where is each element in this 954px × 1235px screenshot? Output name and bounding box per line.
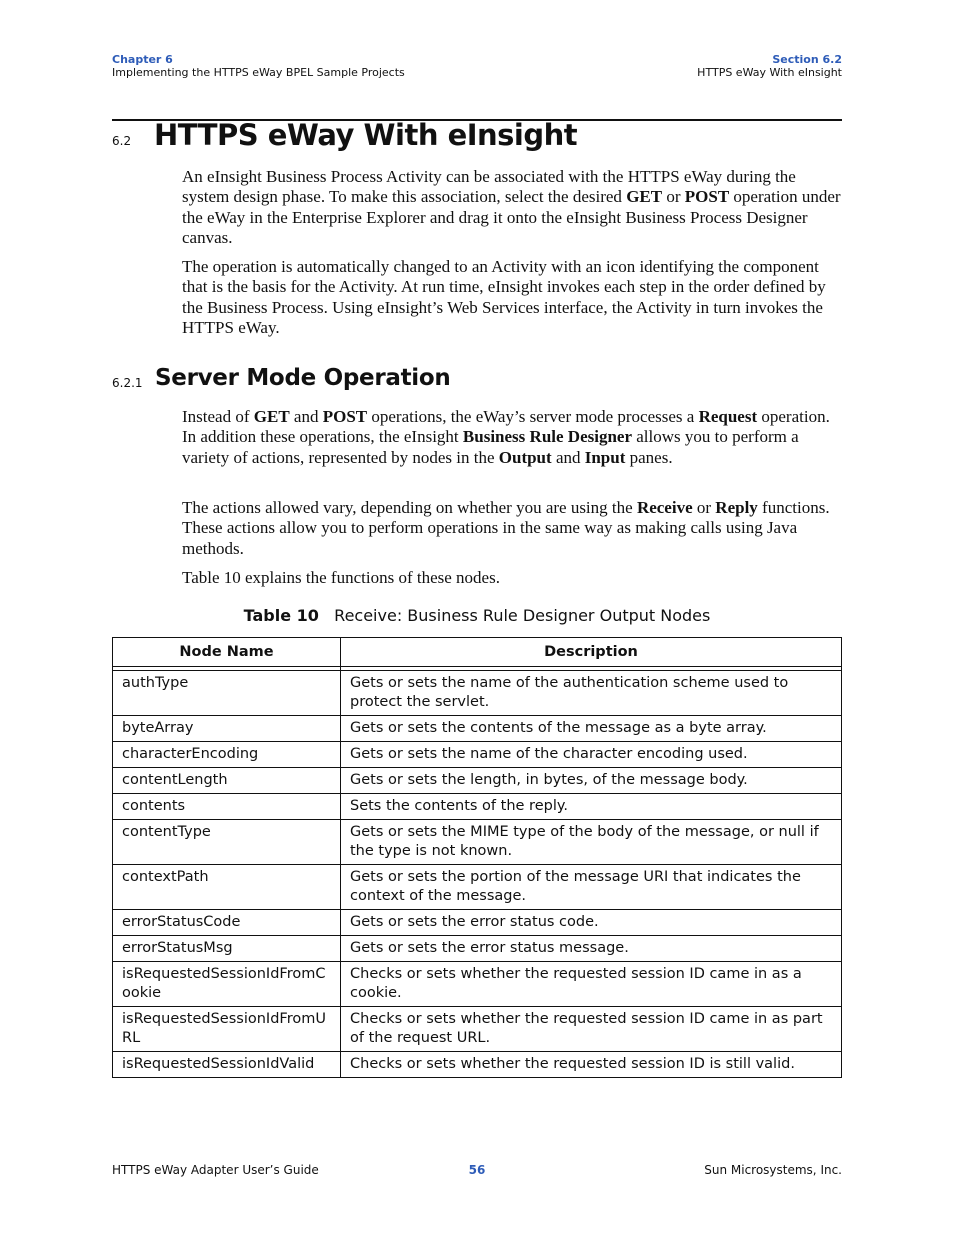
node-name-cell: contents (113, 794, 341, 820)
section-number: 6.2 (112, 134, 132, 148)
section-heading: HTTPS eWay With eInsight (154, 118, 578, 152)
table-row (113, 962, 842, 1007)
table-header-row (113, 638, 842, 667)
table-row (113, 1052, 842, 1078)
node-name-cell: isRequestedSessionIdFromURL (113, 1007, 341, 1052)
chapter-title: Implementing the HTTPS eWay BPEL Sample Projects (112, 66, 405, 79)
table-caption (0, 606, 954, 625)
table-row (113, 936, 842, 962)
node-name-cell: contentType (113, 820, 341, 865)
table-row (113, 910, 842, 936)
page-number: 56 (468, 1163, 486, 1177)
table-row (113, 716, 842, 742)
node-name-cell: contentLength (113, 768, 341, 794)
node-name-cell: isRequestedSessionIdValid (113, 1052, 341, 1078)
subsection-paragraph-1: Instead of GET and POST operations, the eWay’s server mode processes a Request operation. In addition these operations, the eInsight Business Rule Designer allows you to perform a variety of actions, represented by nodes in the Output and Input panes. (182, 407, 830, 467)
node-description-cell: Gets or sets the name of the character encoding used. (341, 742, 842, 768)
node-description-cell: Gets or sets the contents of the message as a byte array. (341, 716, 842, 742)
node-description-cell: Gets or sets the length, in bytes, of the message body. (341, 768, 842, 794)
node-name-cell: byteArray (113, 716, 341, 742)
subsection-heading: Server Mode Operation (155, 365, 451, 391)
node-name-cell: contextPath (113, 865, 341, 910)
section-paragraph-2: The operation is automatically changed to an Activity with an icon identifying the component that is the basis for the Activity. At run time, eInsight invokes each step in the order defined by the Business Process. Using eInsight’s Web Services interface, the Activity in turn invokes the HTTPS eWay. (182, 257, 826, 337)
footer-guide-title: HTTPS eWay Adapter User’s Guide (112, 1163, 319, 1177)
table-row (113, 742, 842, 768)
section-title-header: HTTPS eWay With eInsight (697, 66, 842, 79)
chapter-label: Chapter 6 (112, 53, 173, 66)
table-caption-text: Receive: Business Rule Designer Output Nodes (334, 606, 711, 625)
node-description-cell: Sets the contents of the reply. (341, 794, 842, 820)
node-description-cell: Gets or sets the error status message. (341, 936, 842, 962)
node-table (112, 637, 842, 1078)
table-row (113, 820, 842, 865)
node-name-cell: characterEncoding (113, 742, 341, 768)
subsection-number: 6.2.1 (112, 376, 143, 390)
table-row (113, 1007, 842, 1052)
subsection-paragraph-3: Table 10 explains the functions of these nodes. (182, 568, 500, 587)
table-row (113, 865, 842, 910)
node-description-cell: Gets or sets the portion of the message URI that indicates the context of the message. (341, 865, 842, 910)
node-description-cell: Checks or sets whether the requested session ID came in as part of the request URL. (341, 1007, 842, 1052)
node-description-cell: Gets or sets the name of the authentication scheme used to protect the servlet. (341, 671, 842, 716)
table-caption-label: Table 10 (243, 606, 319, 625)
table-row (113, 794, 842, 820)
subsection-paragraph-2: The actions allowed vary, depending on whether you are using the Receive or Reply functions. These actions allow you to perform operations in the same way as making calls using Java methods. (182, 498, 830, 558)
node-description-cell: Gets or sets the error status code. (341, 910, 842, 936)
footer-company: Sun Microsystems, Inc. (704, 1163, 842, 1177)
table-row (113, 768, 842, 794)
section-paragraph-1: An eInsight Business Process Activity can be associated with the HTTPS eWay during the system design phase. To make this association, select the desired GET or POST operation under the eWay in the Enterprise Explorer and drag it onto the eInsight Business Process Designer canvas. (182, 167, 841, 247)
running-header-left (112, 53, 405, 79)
column-header-description: Description (341, 638, 842, 667)
node-description-cell: Checks or sets whether the requested session ID came in as a cookie. (341, 962, 842, 1007)
node-name-cell: isRequestedSessionIdFromCookie (113, 962, 341, 1007)
table-row (113, 671, 842, 716)
column-header-node-name: Node Name (113, 638, 341, 667)
node-description-cell: Gets or sets the MIME type of the body of the message, or null if the type is not known. (341, 820, 842, 865)
running-header-right (697, 53, 842, 79)
section-label: Section 6.2 (772, 53, 842, 66)
node-name-cell: errorStatusMsg (113, 936, 341, 962)
node-description-cell: Checks or sets whether the requested session ID is still valid. (341, 1052, 842, 1078)
node-name-cell: authType (113, 671, 341, 716)
node-name-cell: errorStatusCode (113, 910, 341, 936)
